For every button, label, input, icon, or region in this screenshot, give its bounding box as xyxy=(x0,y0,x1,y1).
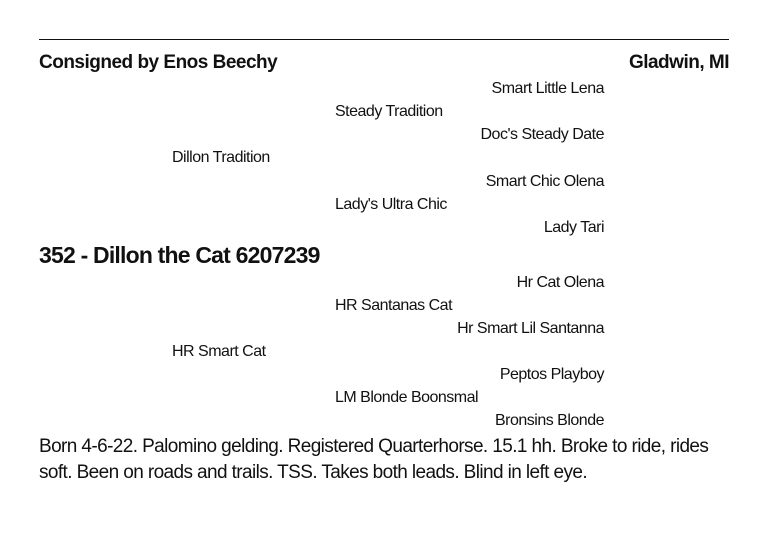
horse-title: 352 - Dillon the Cat 6207239 xyxy=(39,242,320,268)
pedigree-dam-dam: LM Blonde Boonsmal xyxy=(335,389,479,406)
pedigree-dam-dam-dam: Bronsins Blonde xyxy=(494,412,604,429)
pedigree-sire-sire: Steady Tradition xyxy=(335,103,443,120)
pedigree-dam: HR Smart Cat xyxy=(172,343,266,360)
pedigree-sire-dam-dam: Lady Tari xyxy=(543,219,604,236)
consignor-label: Consigned by Enos Beechy xyxy=(39,52,278,73)
pedigree-sire-dam: Lady's Ultra Chic xyxy=(335,196,447,213)
location-label: Gladwin, MI xyxy=(628,52,729,73)
horse-description: Born 4-6-22. Palomino gelding. Registered Quarterhorse. 15.1 hh. Broke to ride, rides soft. Been on roads and trails. TSS. Takes both leads. Blind in left eye. xyxy=(39,436,709,483)
pedigree-sire-dam-sire: Smart Chic Olena xyxy=(485,173,604,190)
pedigree-dam-dam-sire: Peptos Playboy xyxy=(499,366,604,383)
pedigree-dam-sire-sire: Hr Cat Olena xyxy=(516,274,604,291)
top-divider xyxy=(39,39,729,40)
pedigree-sire-sire-dam: Doc's Steady Date xyxy=(480,126,604,143)
pedigree-dam-sire-dam: Hr Smart Lil Santanna xyxy=(457,320,604,337)
pedigree-dam-sire: HR Santanas Cat xyxy=(335,297,453,314)
pedigree-sire: Dillon Tradition xyxy=(172,149,270,166)
pedigree-sire-sire-sire: Smart Little Lena xyxy=(491,80,604,97)
